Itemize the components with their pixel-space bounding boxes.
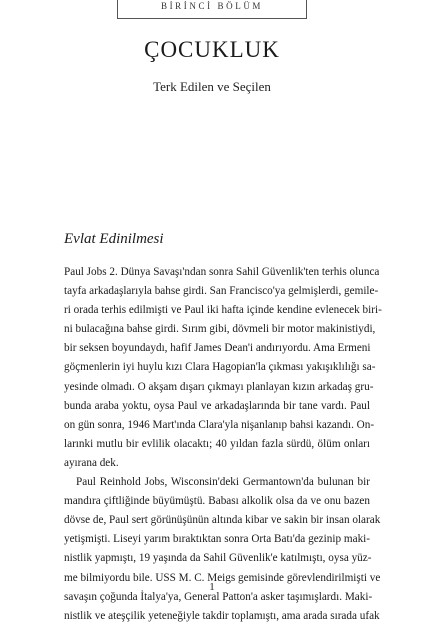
text-line: Paul Reinhold Jobs, Wisconsin'deki Germantown'da bulunan bir xyxy=(76,476,370,489)
text-line: tayfa arkadaşlarıyla bahse girdi. San Francisco'ya gelmişlerdi, gemile- xyxy=(64,285,379,298)
text-line: bir seksen boyundaydı, hafif James Dean'i andırıyordu. Ama Ermeni xyxy=(64,342,371,355)
text-line: yetişmişti. Liseyi yarım bıraktıktan sonra Orta Batı'da gezinip maki- xyxy=(64,533,370,546)
body-text xyxy=(64,263,382,626)
chapter-title: ÇOCUKLUK xyxy=(144,37,280,62)
section-heading: Evlat Edinilmesi xyxy=(64,231,164,247)
text-line: Paul Jobs 2. Dünya Savaşı'ndan sonra Sahil Güvenlik'ten terhis olunca xyxy=(64,266,380,278)
text-line: mandıra çiftliğinde büyümüştü. Babası alkolik olsa da ve onu bazen xyxy=(64,495,370,508)
text-line: ri orada terhis edilmişti ve Paul iki hafta içinde kendine evlenecek biri- xyxy=(64,304,382,317)
text-line: ni bulacağına bahse girdi. Sırım gibi, dövmeli bir motor makinistiydi, xyxy=(64,323,376,336)
text-line: yesinde olmadı. O akşam dışarı çıkmayı planlayan kızın arkadaş gru- xyxy=(64,380,374,393)
page-number: 1 xyxy=(209,581,215,593)
text-line: göçmenlerin iyi huylu kızı Clara Hagopian'la çıkması yakışıklılığı sa- xyxy=(64,361,376,374)
text-line: savaşın çoğunda İtalya'ya, General Patton'a asker taşımışlardı. Maki- xyxy=(64,590,373,603)
text-line: nistlik yapmıştı, 19 yaşında da Sahil Güvenlik'e katılmıştı, oysa yüz- xyxy=(64,552,372,565)
text-line: me bilmiyordu bile. USS M. C. Meigs gemisinde görevlendirilmişti ve xyxy=(64,571,381,584)
chapter-subtitle: Terk Edilen ve Seçilen xyxy=(153,79,271,94)
chapter-header-tab xyxy=(117,0,307,19)
text-line: ayırana dek. xyxy=(64,456,119,469)
text-line: on gün sonra, 1946 Mart'ında Clara'yla nişanlanıp bahsi kazandı. On- xyxy=(64,418,375,431)
text-line: dövse de, Paul sert görünüşünün altında kibar ve sakin bir insan olarak xyxy=(64,514,381,527)
chapter-label: BİRİNCİ BÖLÜM xyxy=(160,1,264,11)
text-line: nistlik ve ateşçilik yeteneğiyle takdir toplamıştı, ama arada sırada ufak xyxy=(64,609,380,622)
text-line: bunda araba yoktu, oysa Paul ve arkadaşlarında bir tane vardı. Paul xyxy=(64,399,370,412)
text-line: larınki mutlu bir evlilik olacaktı; 40 yıldan fazla sürdü, ölüm onları xyxy=(64,437,370,450)
